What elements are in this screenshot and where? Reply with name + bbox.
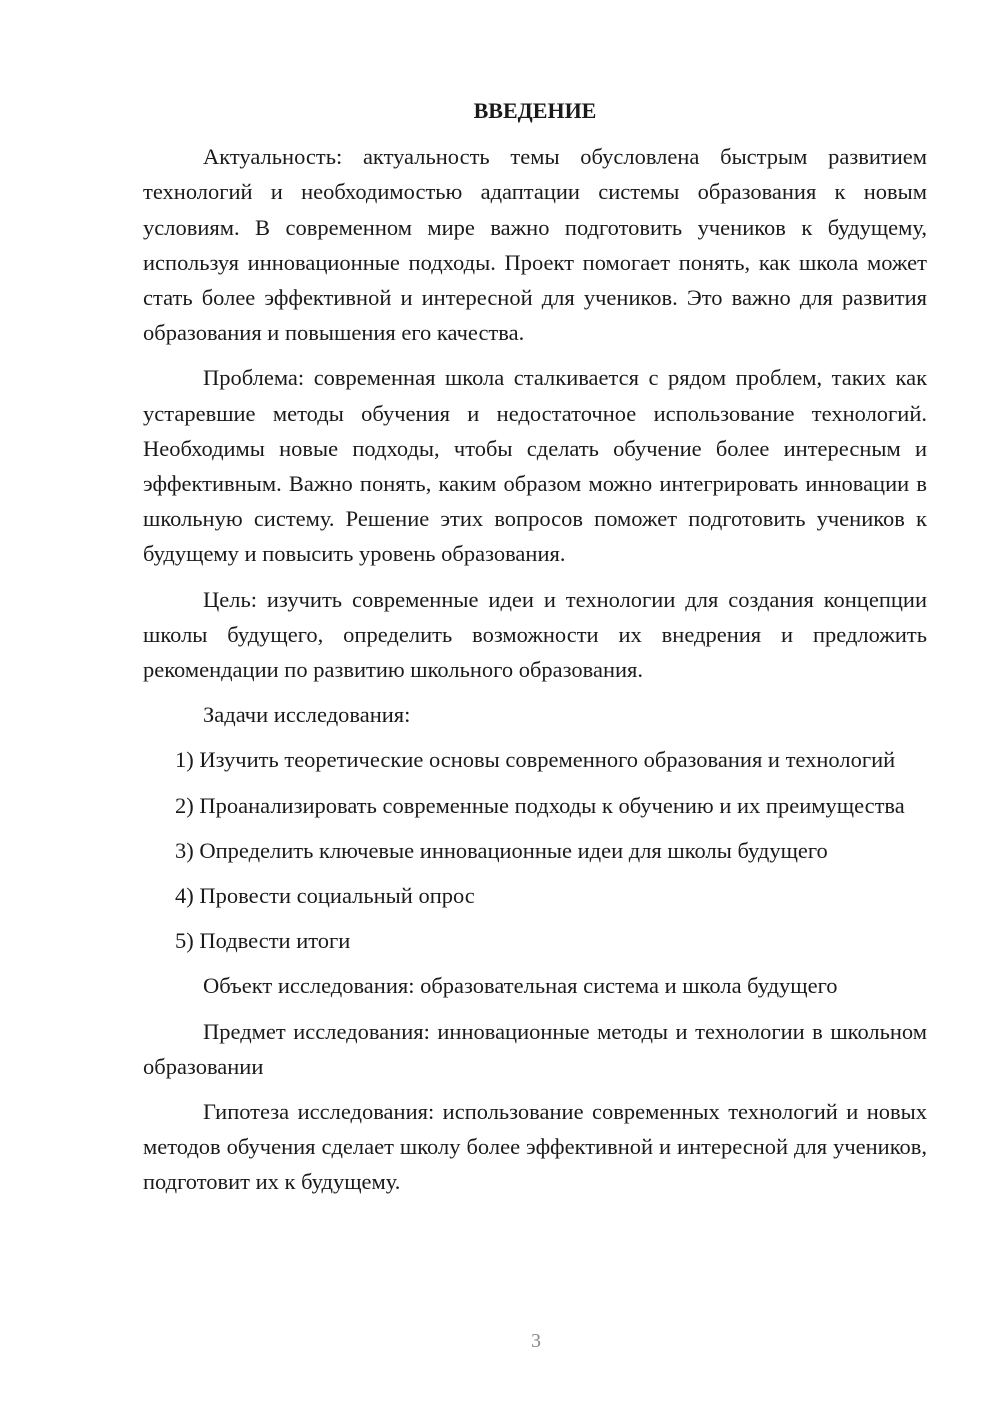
goal-paragraph: Цель: изучить современные идеи и технологии для создания концепции школы будущего, определить возможности их внедрения и предложить рекомендации по развитию школьного образования. (143, 586, 927, 683)
subject-paragraph: Предмет исследования: инновационные методы и технологии в школьном образовании (143, 1018, 927, 1079)
page-number: 3 (531, 1330, 541, 1352)
page-content (143, 93, 927, 1210)
hypothesis-paragraph: Гипотеза исследования: использование современных технологий и новых методов обучения сделает школу более эффективной и интересной для учеников, подготовит их к будущему. (143, 1099, 927, 1195)
problem-paragraph: Проблема: современная школа сталкивается с рядом проблем, таких как устаревшие методы обучения и недостаточное использование технологий. Необходимы новые подходы, чтобы сделать обучение более интересным и эффективным. Важно понять, каким образом можно интегрировать инновации в школьную систему. Решение этих вопросов поможет подготовить учеников к будущему и повысить уровень образования. (143, 365, 927, 567)
task-item-4: 4) Провести социальный опрос (175, 883, 475, 909)
object-paragraph: Объект исследования: образовательная система и школа будущего (203, 973, 838, 999)
task-item-2: 2) Проанализировать современные подходы к обучению и их преимущества (175, 792, 905, 818)
relevance-paragraph: Актуальность: актуальность темы обусловлена быстрым развитием технологий и необходимостью адаптации системы образования к новым условиям. В современном мире важно подготовить учеников к будущему, используя инновационные подходы. Проект помогает понять, как школа может стать более эффективной и интересной для учеников. Это важно для развития образования и повышения его качества. (143, 144, 927, 346)
task-item-1: 1) Изучить теоретические основы современного образования и технологий (175, 747, 896, 773)
section-heading: ВВЕДЕНИЕ (473, 98, 597, 123)
tasks-label: Задачи исследования: (203, 702, 411, 728)
task-item-5: 5) Подвести итоги (175, 928, 351, 954)
task-item-3: 3) Определить ключевые инновационные идеи для школы будущего (175, 837, 828, 863)
